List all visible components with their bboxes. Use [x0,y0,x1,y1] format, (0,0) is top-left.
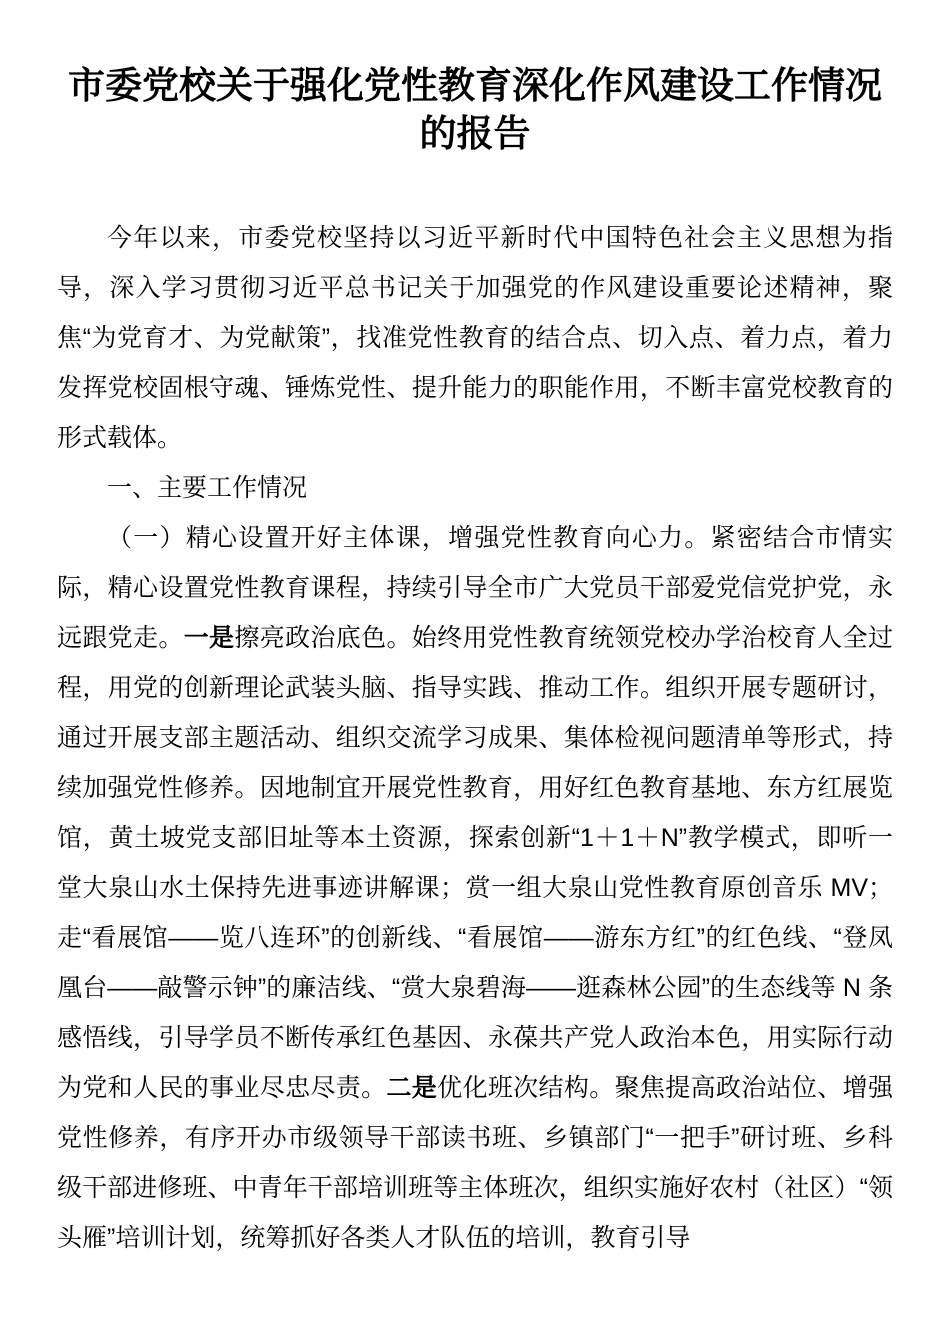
text-run: 优化班次结构。聚焦提高政治站位、增强党性修养，有序开办市级领导干部读书班、乡镇部门“一把手”研讨班、乡科级干部进修班、中青年干部培训班等主体班次，组织实施好农村（社区）“领头雁”培训计划，统筹抓好各类人才队伍的培训，教育引导 [57,1074,893,1252]
text-run: （一）精心设置开好主体课，增强党性教育向心力。紧密结合市情实际，精心设置党性教育课程，持续引导全市广大党员干部爱党信党护党，永远跟党走。 [57,524,893,652]
bold-emphasis: 二是 [386,1074,438,1102]
text-run: 擦亮政治底色。始终用党性教育统领党校办学治校育人全过程，用党的创新理论武装头脑、指导实践、推动工作。组织开展专题研讨，通过开展支部主题活动、组织交流学习成果、集体检视问题清单等形式，持续加强党性修养。因地制宜开展党性教育，用好红色教育基地、东方红展览馆，黄土坡党支部旧址等本土资源，探索创新“1＋1＋N”教学模式，即听一堂大泉山水土保持先进事迹讲解课；赏一组大泉山党性教育原创音乐 MV；走“看展馆——览八连环”的创新线、“看展馆——游东方红”的红色线、“登凤凰台——敲警示钟”的廉洁线、“赏大泉碧海——逛森林公园”的生态线等 N 条感悟线，引导学员不断传承红色基因、永葆共产党人政治本色，用实际行动为党和人民的事业尽忠尽责。 [57,624,893,1102]
bold-emphasis: 一是 [183,624,235,652]
text-run: 今年以来，市委党校坚持以习近平新时代中国特色社会主义思想为指导，深入学习贯彻习近平总书记关于加强党的作风建设重要论述精神，聚焦“为党育才、为党献策”，找准党性教育的结合点、切入点、着力点，着力发挥党校固根守魂、锤炼党性、提升能力的职能作用，不断丰富党校教育的形式载体。 [57,224,893,452]
subsection-paragraph-1 [57,513,893,1263]
section-heading-1 [57,463,893,513]
text-run: 一、主要工作情况 [107,474,308,502]
document-title: 市委党校关于强化党性教育深化作风建设工作情况的报告 [68,65,882,154]
document-body [57,213,893,1263]
intro-paragraph [57,213,893,463]
